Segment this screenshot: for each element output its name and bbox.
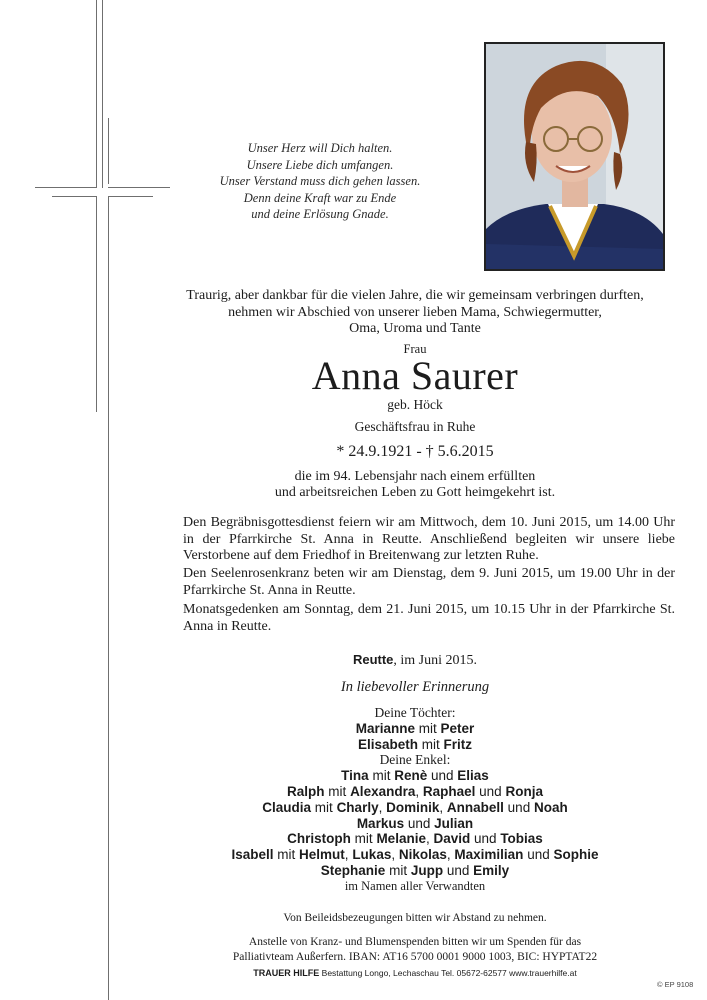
memorial-paragraph: Monatsgedenken am Sonntag, dem 21. Juni 2015, um 10.15 Uhr in der Pfarrkirche St. Anna in Reutte. (183, 602, 675, 634)
donation-note (150, 935, 680, 965)
family-line: Ralph mit Alexandra, Raphael und Ronja (287, 783, 543, 799)
poem-line: Unser Verstand muss dich gehen lassen. (219, 174, 421, 188)
place-date-text: , im Juni 2015. (393, 653, 478, 668)
family-member-name: Ronja (505, 783, 543, 799)
family-member-name: Nikolas (398, 847, 447, 863)
life-line: und arbeitsreichen Leben zu Gott heimgekehrt ist. (274, 485, 556, 500)
family-member-name: Ralph (287, 783, 325, 799)
deceased-name: Anna Saurer (311, 353, 519, 398)
intro-line: nehmen wir Abschied von unserer lieben Mama, Schwiegermutter, (228, 304, 602, 320)
joiner-word: mit (418, 720, 437, 736)
footer-text: Bestattung Longo, Lechaschau Tel. 05672-62577 www.trauerhilfe.at (319, 968, 577, 978)
place-town: Reutte (352, 652, 394, 667)
family-member-name: Helmut (299, 847, 345, 863)
family-line (150, 863, 680, 879)
family-line: Claudia mit Charly, Dominik, Annabell und Noah (262, 799, 568, 815)
family-member-name: Renè (394, 768, 428, 784)
footer (150, 968, 680, 978)
poem (200, 140, 440, 223)
donation-line: Anstelle von Kranz- und Blumenspenden bitten wir um Spenden für das (248, 936, 582, 948)
poem-line: Denn deine Kraft war zu Ende (243, 190, 397, 205)
family-member-name: Tina (341, 768, 369, 784)
profession: Geschäftsfrau in Ruhe (354, 419, 476, 434)
family-member-name: Isabell (231, 847, 274, 863)
intro-text (150, 288, 680, 338)
salutation: Frau (403, 342, 427, 356)
family-member-name: Charly (336, 799, 379, 815)
donation-line: Palliativteam Außerfern. IBAN: AT16 5700 0001 9000 1003, BIC: HYPTAT22 (232, 951, 598, 963)
joiner-word: mit (421, 736, 440, 752)
family-line (150, 737, 680, 753)
family-member-name: Julian (434, 815, 474, 831)
portrait-illustration (486, 44, 663, 269)
family-member-name: Tobias (500, 831, 543, 847)
family-member-name: Christoph (287, 831, 351, 847)
born-name: geb. Höck (387, 397, 443, 412)
family-member-name: Peter (440, 720, 475, 736)
poem-line: Unser Herz will Dich halten. (247, 141, 393, 155)
joiner-word: mit (314, 799, 333, 815)
family-member-name: Elisabeth (357, 736, 418, 752)
joiner-word: und (507, 799, 531, 815)
life-text (150, 469, 680, 501)
family-member-name: Markus (356, 815, 405, 831)
joiner-word: mit (372, 768, 391, 784)
joiner-word: und (431, 768, 454, 784)
poem-line: Unsere Liebe dich umfangen. (246, 157, 394, 172)
joiner-word: mit (328, 783, 347, 799)
family-member-name: Claudia (262, 799, 312, 815)
family-member-name: Marianne (355, 720, 415, 736)
daughters-heading: Deine Töchter: (374, 705, 456, 720)
family-member-name: Elias (457, 768, 489, 784)
joiner-word: und (479, 783, 502, 799)
joiner-word: mit (277, 847, 296, 863)
family-member-name: Dominik (386, 799, 440, 815)
family-member-name: David (433, 831, 471, 847)
family-member-name: Fritz (443, 736, 473, 752)
family-member-name: Jupp (410, 862, 444, 878)
funeral-paragraph: Den Begräbnisgottesdienst feiern wir am Mittwoch, dem 10. Juni 2015, um 14.00 Uhr in der Pfarrkirche St. Anna in Reutte. Anschließend begleiten wir unsere liebe Verstorbene auf dem Friedhof in Breitenwang zur letzten Ruhe. (183, 515, 675, 563)
life-line: die im 94. Lebensjahr nach einem erfüllten (294, 469, 536, 484)
joiner-word: und (446, 862, 470, 878)
rosary-paragraph: Den Seelenrosenkranz beten wir am Dienstag, dem 9. Juni 2015, um 19.00 Uhr in der Pfarrkirche St. Anna in Reutte. (183, 566, 675, 598)
intro-line: Traurig, aber dankbar für die vielen Jahre, die wir gemeinsam verbringen durften, (186, 288, 644, 303)
family-member-name: Stephanie (320, 862, 386, 878)
family-member-name: Lukas (352, 847, 392, 863)
family-line: Christoph mit Melanie, David und Tobias (287, 831, 543, 847)
family-member-name: Raphael (422, 783, 476, 799)
joiner-word: und (407, 815, 431, 831)
poem-line: und deine Erlösung Gnade. (251, 207, 389, 221)
family-line: Isabell mit Helmut, Lukas, Nikolas, Maximilian und Sophie (231, 847, 599, 863)
intro-line: Oma, Uroma und Tante (349, 321, 481, 336)
family-list (150, 705, 680, 895)
joiner-word: und (474, 831, 497, 847)
family-member-name: Melanie (376, 831, 426, 847)
joiner-word: und (527, 847, 550, 863)
footer-brand: TRAUER HILFE (253, 968, 320, 978)
family-member-name: Maximilian (454, 847, 524, 863)
copyright-code: © EP 9108 (657, 980, 694, 989)
joiner-word: mit (354, 831, 373, 847)
family-member-name: Noah (533, 799, 568, 815)
family-line (150, 768, 680, 784)
life-dates: * 24.9.1921 - † 5.6.2015 (336, 443, 494, 460)
relatives-line: im Namen aller Verwandten (344, 878, 486, 893)
family-member-name: Sophie (553, 847, 599, 863)
condolence-note: Von Beileidsbezeugungen bitten wir Abstand zu nehmen. (283, 912, 547, 924)
joiner-word: mit (389, 862, 408, 878)
family-member-name: Emily (473, 862, 510, 878)
grandchildren-heading: Deine Enkel: (379, 752, 451, 768)
memory-line: In liebevoller Erinnerung (340, 679, 490, 695)
place-date (150, 652, 680, 669)
family-member-name: Annabell (446, 799, 504, 815)
family-member-name: Alexandra (350, 783, 416, 799)
family-line (150, 816, 680, 832)
family-line (150, 721, 680, 737)
portrait-photo (484, 42, 665, 271)
